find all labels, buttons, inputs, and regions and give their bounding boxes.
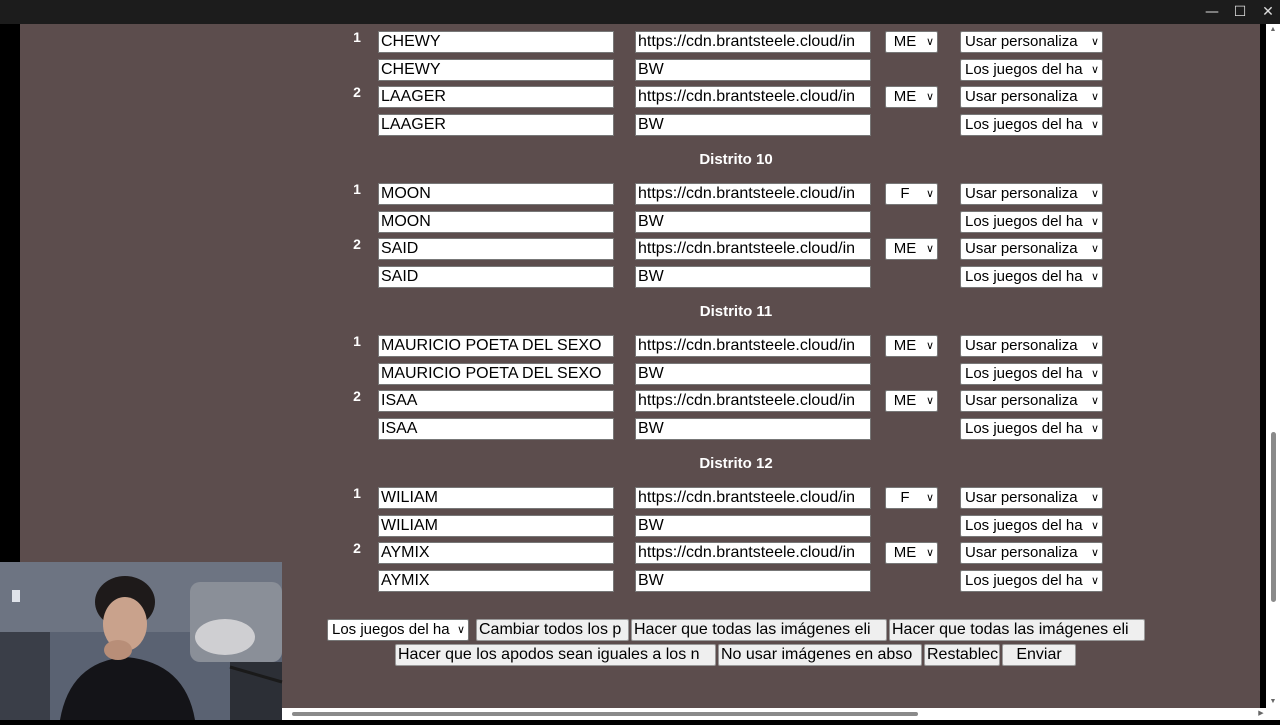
gender-value: ME — [893, 33, 917, 50]
games-option-select[interactable] — [960, 515, 1103, 537]
gender-value: ME — [893, 392, 917, 409]
tribute-row — [20, 390, 1260, 414]
chevron-down-icon: ∨ — [1090, 394, 1099, 407]
tribute-row — [20, 238, 1260, 262]
games-option-value: Los juegos del ha — [965, 61, 1083, 78]
window-titlebar — [0, 0, 1280, 24]
games-option-select[interactable] — [960, 211, 1103, 233]
chevron-down-icon: ∨ — [1090, 242, 1099, 255]
vertical-scroll-thumb[interactable] — [1271, 432, 1276, 602]
vertical-scrollbar[interactable] — [1266, 24, 1280, 720]
chevron-down-icon: ∨ — [925, 394, 934, 407]
scroll-up-icon[interactable]: ▲ — [1269, 26, 1277, 33]
tribute-number: 1 — [353, 333, 361, 349]
tribute-alt-image-input[interactable]: BW — [635, 211, 871, 233]
submit-button[interactable]: Enviar — [1002, 644, 1076, 666]
image-option-value: Usar personaliza — [965, 88, 1078, 105]
district-heading: Distrito 12 — [699, 455, 773, 472]
games-option-value: Los juegos del ha — [965, 420, 1083, 437]
district-heading: Distrito 11 — [699, 303, 773, 320]
chevron-down-icon: ∨ — [1090, 187, 1099, 200]
tribute-number: 2 — [353, 84, 361, 100]
gender-select[interactable] — [885, 86, 938, 108]
games-option-select[interactable] — [960, 363, 1103, 385]
image-option-select[interactable] — [960, 542, 1103, 564]
tribute-image-url-input[interactable]: https://cdn.brantsteele.cloud/in — [635, 335, 871, 357]
gender-select[interactable] — [885, 390, 938, 412]
chevron-down-icon: ∨ — [1090, 574, 1099, 587]
nicknames-equal-button[interactable]: Hacer que los apodos sean iguales a los n — [395, 644, 716, 666]
horizontal-scrollbar[interactable] — [282, 708, 1266, 720]
tribute-number: 2 — [353, 540, 361, 556]
tribute-name-input[interactable]: MAURICIO POETA DEL SEXO — [378, 335, 614, 357]
image-option-select[interactable] — [960, 86, 1103, 108]
gender-value: F — [900, 489, 910, 506]
chevron-down-icon: ∨ — [1090, 422, 1099, 435]
tribute-name-input[interactable]: CHEWY — [378, 31, 614, 53]
gender-select[interactable] — [885, 487, 938, 509]
tribute-row — [20, 114, 1260, 138]
games-option-value: Los juegos del ha — [965, 268, 1083, 285]
games-option-select[interactable] — [960, 570, 1103, 592]
district-heading: Distrito 10 — [699, 151, 773, 168]
games-type-value: Los juegos del ha — [332, 621, 450, 638]
games-type-select[interactable] — [327, 619, 469, 641]
chevron-down-icon: ∨ — [1090, 270, 1099, 283]
image-option-value: Usar personaliza — [965, 392, 1078, 409]
scroll-down-icon[interactable]: ▼ — [1269, 698, 1277, 705]
chevron-down-icon: ∨ — [1090, 491, 1099, 504]
chevron-down-icon: ∨ — [925, 187, 934, 200]
gender-value: ME — [893, 88, 917, 105]
tribute-alt-image-input[interactable]: BW — [635, 59, 871, 81]
tribute-image-url-input[interactable]: https://cdn.brantsteele.cloud/in — [635, 390, 871, 412]
chevron-down-icon: ∨ — [456, 623, 465, 636]
image-option-select[interactable] — [960, 335, 1103, 357]
image-option-value: Usar personaliza — [965, 185, 1078, 202]
tribute-nickname-input[interactable]: LAAGER — [378, 114, 614, 136]
tribute-name-input[interactable]: MOON — [378, 183, 614, 205]
tribute-image-url-input[interactable]: https://cdn.brantsteele.cloud/in — [635, 86, 871, 108]
tribute-row — [20, 183, 1260, 207]
tribute-row — [20, 515, 1260, 539]
tribute-name-input[interactable]: LAAGER — [378, 86, 614, 108]
tribute-image-url-input[interactable]: https://cdn.brantsteele.cloud/in — [635, 238, 871, 260]
image-option-value: Usar personaliza — [965, 337, 1078, 354]
tribute-row — [20, 363, 1260, 387]
games-option-select[interactable] — [960, 266, 1103, 288]
games-option-select[interactable] — [960, 418, 1103, 440]
chevron-down-icon: ∨ — [1090, 519, 1099, 532]
chevron-down-icon: ∨ — [1090, 367, 1099, 380]
gender-value: F — [900, 185, 910, 202]
tribute-number: 1 — [353, 485, 361, 501]
gender-select[interactable] — [885, 31, 938, 53]
tribute-nickname-input[interactable]: AYMIX — [378, 570, 614, 592]
maximize-icon[interactable]: ☐ — [1233, 4, 1247, 20]
image-option-select[interactable] — [960, 390, 1103, 412]
image-option-value: Usar personaliza — [965, 33, 1078, 50]
image-option-value: Usar personaliza — [965, 240, 1078, 257]
tribute-row — [20, 266, 1260, 290]
chevron-down-icon: ∨ — [925, 339, 934, 352]
close-icon[interactable]: ✕ — [1262, 4, 1274, 20]
chevron-down-icon: ∨ — [925, 546, 934, 559]
gender-select[interactable] — [885, 238, 938, 260]
gender-select[interactable] — [885, 335, 938, 357]
tribute-nickname-input[interactable]: ISAA — [378, 418, 614, 440]
tribute-row — [20, 335, 1260, 359]
tribute-row — [20, 211, 1260, 235]
chevron-down-icon: ∨ — [1090, 90, 1099, 103]
tribute-number: 1 — [353, 29, 361, 45]
chevron-down-icon: ∨ — [1090, 63, 1099, 76]
chevron-down-icon: ∨ — [1090, 118, 1099, 131]
tribute-number: 2 — [353, 236, 361, 252]
tribute-nickname-input[interactable]: MAURICIO POETA DEL SEXO — [378, 363, 614, 385]
tribute-name-input[interactable]: ISAA — [378, 390, 614, 412]
image-option-select[interactable] — [960, 487, 1103, 509]
make-all-images-alt-button[interactable]: Hacer que todas las imágenes eli — [889, 619, 1145, 641]
games-option-select[interactable] — [960, 59, 1103, 81]
gender-value: ME — [893, 337, 917, 354]
chevron-down-icon: ∨ — [1090, 339, 1099, 352]
image-option-value: Usar personaliza — [965, 489, 1078, 506]
tribute-nickname-input[interactable]: SAID — [378, 266, 614, 288]
gender-select[interactable] — [885, 542, 938, 564]
image-option-select[interactable] — [960, 183, 1103, 205]
games-option-value: Los juegos del ha — [965, 116, 1083, 133]
games-option-value: Los juegos del ha — [965, 572, 1083, 589]
gender-value: ME — [893, 240, 917, 257]
tribute-name-input[interactable]: SAID — [378, 238, 614, 260]
chevron-down-icon: ∨ — [1090, 35, 1099, 48]
tribute-image-url-input[interactable]: https://cdn.brantsteele.cloud/in — [635, 183, 871, 205]
tribute-alt-image-input[interactable]: BW — [635, 515, 871, 537]
tribute-row — [20, 418, 1260, 442]
tribute-row — [20, 31, 1260, 55]
gender-value: ME — [893, 544, 917, 561]
tribute-nickname-input[interactable]: MOON — [378, 211, 614, 233]
change-all-button[interactable]: Cambiar todos los p — [476, 619, 629, 641]
tribute-nickname-input[interactable]: CHEWY — [378, 59, 614, 81]
chevron-down-icon: ∨ — [925, 35, 934, 48]
no-images-button[interactable]: No usar imágenes en abso — [718, 644, 922, 666]
webcam-overlay — [0, 562, 282, 720]
gender-select[interactable] — [885, 183, 938, 205]
chevron-down-icon: ∨ — [925, 242, 934, 255]
minimize-icon[interactable]: — — [1205, 4, 1219, 20]
tribute-image-url-input[interactable]: https://cdn.brantsteele.cloud/in — [635, 542, 871, 564]
chevron-down-icon: ∨ — [925, 90, 934, 103]
tribute-nickname-input[interactable]: WILIAM — [378, 515, 614, 537]
scroll-right-icon[interactable]: ▶ — [1258, 710, 1264, 717]
tribute-name-input[interactable]: WILIAM — [378, 487, 614, 509]
games-option-value: Los juegos del ha — [965, 213, 1083, 230]
reset-button[interactable]: Restablec — [924, 644, 1000, 666]
image-option-select[interactable] — [960, 238, 1103, 260]
tribute-alt-image-input[interactable]: BW — [635, 114, 871, 136]
chevron-down-icon: ∨ — [925, 491, 934, 504]
tribute-number: 1 — [353, 181, 361, 197]
make-all-images-button[interactable]: Hacer que todas las imágenes eli — [631, 619, 887, 641]
tribute-name-input[interactable]: AYMIX — [378, 542, 614, 564]
tribute-row — [20, 86, 1260, 110]
tribute-alt-image-input[interactable]: BW — [635, 266, 871, 288]
tribute-row — [20, 487, 1260, 511]
image-option-select[interactable] — [960, 31, 1103, 53]
games-option-select[interactable] — [960, 114, 1103, 136]
tribute-row — [20, 59, 1260, 83]
horizontal-scroll-thumb[interactable] — [292, 712, 918, 716]
chevron-down-icon: ∨ — [1090, 215, 1099, 228]
tribute-alt-image-input[interactable]: BW — [635, 418, 871, 440]
tribute-alt-image-input[interactable]: BW — [635, 570, 871, 592]
image-option-value: Usar personaliza — [965, 544, 1078, 561]
chevron-down-icon: ∨ — [1090, 546, 1099, 559]
games-option-value: Los juegos del ha — [965, 517, 1083, 534]
tribute-alt-image-input[interactable]: BW — [635, 363, 871, 385]
tribute-image-url-input[interactable]: https://cdn.brantsteele.cloud/in — [635, 31, 871, 53]
games-option-value: Los juegos del ha — [965, 365, 1083, 382]
tribute-number: 2 — [353, 388, 361, 404]
webcam-feed-image — [0, 562, 282, 720]
tribute-image-url-input[interactable]: https://cdn.brantsteele.cloud/in — [635, 487, 871, 509]
